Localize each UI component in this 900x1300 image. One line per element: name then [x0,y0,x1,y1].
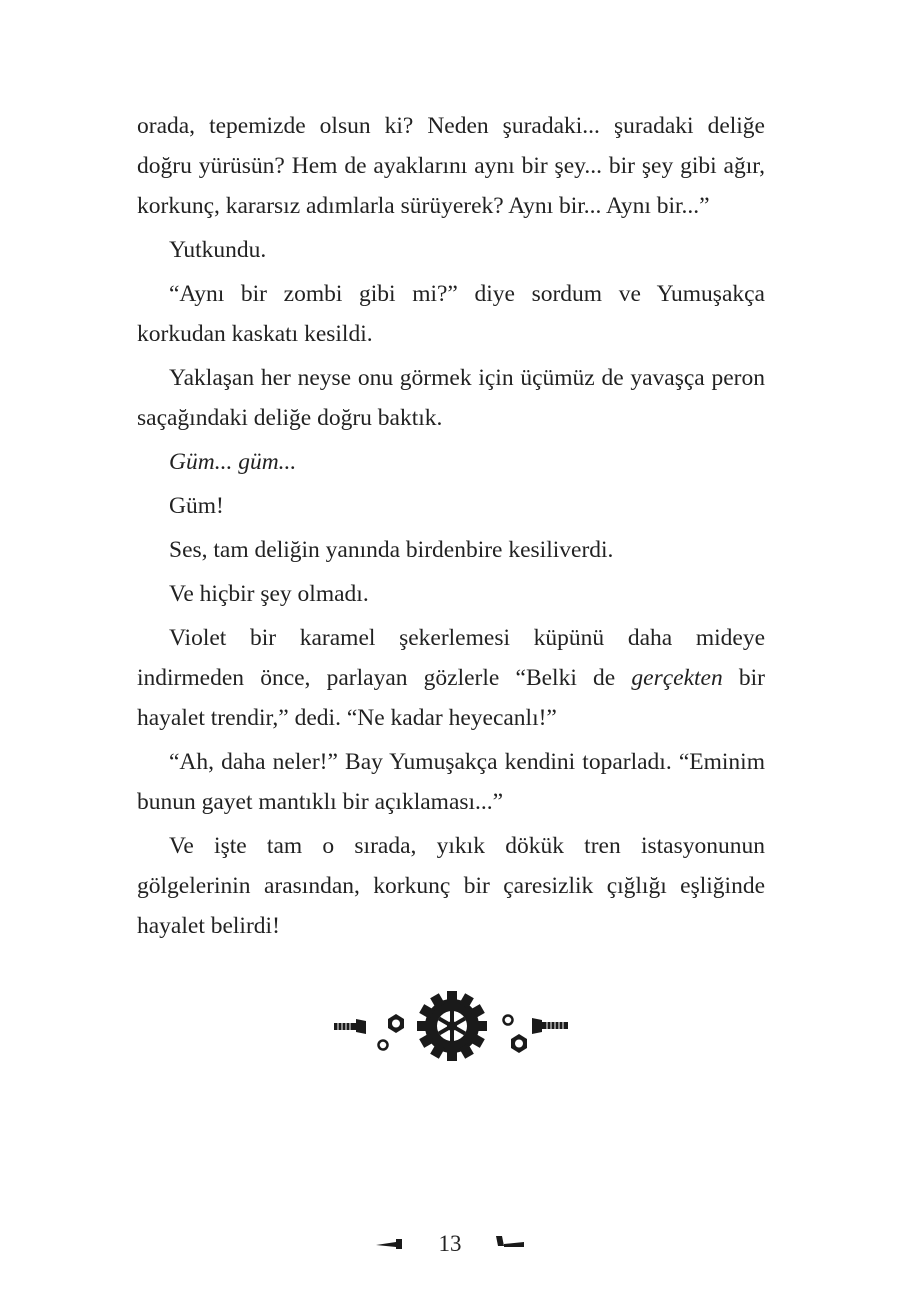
gear-ornament-icon [330,990,575,1065]
paragraph: Ve işte tam o sırada, yıkık dökük tren istasyonunun gölgelerinin arasından, korkunç bir çaresizlik çığlığı eşliğinde hayalet belirdi! [137,833,765,939]
paragraph: “Ah, daha neler!” Bay Yumuşakça kendini toparladı. “Eminim bunun gayet mantıklı bir açıklaması...” [137,749,765,815]
paragraph: orada, tepemizde olsun ki? Neden şuradaki... şuradaki deliğe doğru yürüsün? Hem de ayaklarını aynı bir şey... bir şey gibi ağır, korkunç, kararsız adımlarla sürüyerek? Aynı bir... Aynı bir...” [137,113,765,219]
text-after-emphasis: bir hayalet trendir,” dedi. “Ne kadar heyecanlı!” [137,665,765,731]
right-nut-icon [511,1034,527,1053]
right-washer-icon [504,1016,513,1025]
page-number: 13 [438,1231,462,1256]
gear-icon [417,991,487,1061]
italic-sound-text: Güm... güm... [169,449,297,475]
paragraph: Ses, tam deliğin yanında birdenbire kesiliverdi. [169,537,614,563]
body-text [137,106,765,950]
paragraph: Ve hiçbir şey olmadı. [169,581,369,607]
left-nut-icon [388,1014,404,1033]
paragraph: Güm! [169,493,224,519]
left-screw-tail-icon [376,1236,406,1250]
paragraph-italic [137,442,765,482]
paragraph: Yutkundu. [169,237,267,263]
paragraph: Yaklaşan her neyse onu görmek için üçümüz de yavaşça peron saçağındaki deliğe doğru baktık. [137,365,765,431]
emphasis-text: gerçekten [631,665,723,691]
page-footer [0,1226,900,1262]
paragraph-with-emphasis [137,618,765,738]
left-bolt-icon [334,1019,366,1034]
right-screw-tail-icon [496,1234,526,1250]
paragraph: “Aynı bir zombi gibi mi?” diye sordum ve Yumuşakça korkudan kaskatı kesildi. [137,281,765,347]
right-bolt-icon [532,1018,568,1034]
text-before-emphasis: Violet bir karamel şekerlemesi küpünü daha mideye indirmeden önce, parlayan gözlerle “Belki de [137,625,765,691]
left-washer-icon [379,1041,388,1050]
